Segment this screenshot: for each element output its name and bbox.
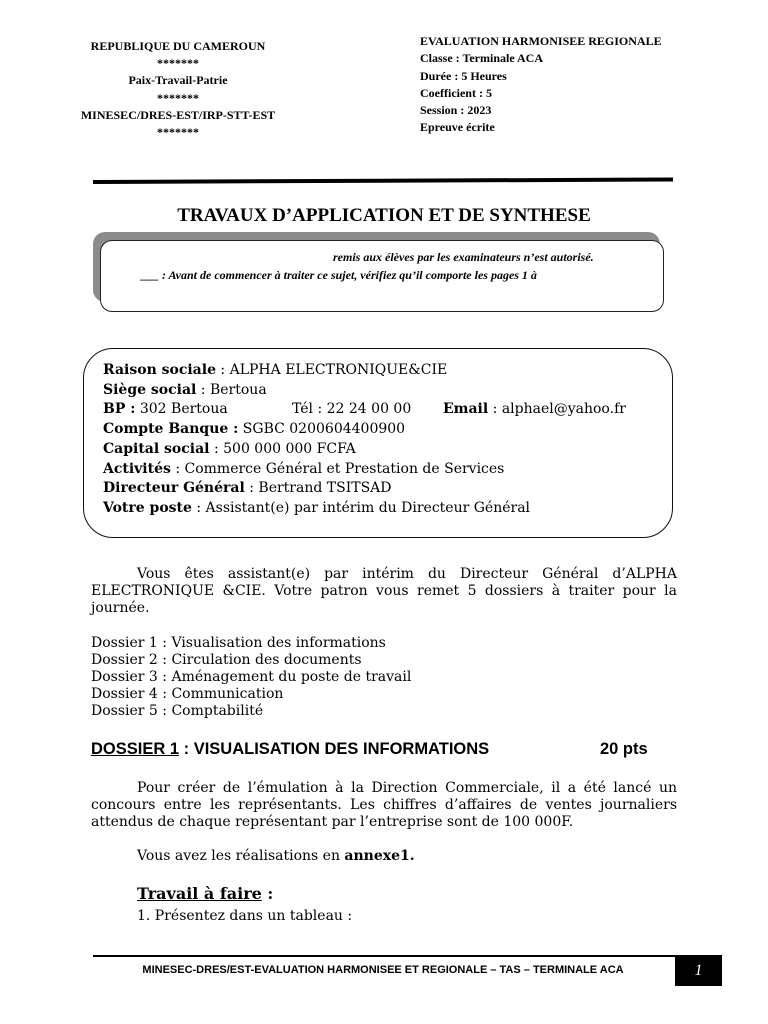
list-item: Dossier 5 : Comptabilité xyxy=(91,703,264,719)
field-value: SGBC 0200604400900 xyxy=(238,421,406,438)
exam-duration: Durée : 5 Heures xyxy=(420,68,507,83)
field-label: Compte Banque : xyxy=(103,421,239,438)
list-item: Dossier 3 : Aménagement du poste de travail xyxy=(91,669,412,685)
company-tel: Tél : 22 24 00 00 xyxy=(292,401,412,418)
country-name: REPUBLIQUE DU CAMEROUN xyxy=(90,39,266,53)
list-item: Dossier 2 : Circulation des documents xyxy=(91,652,362,668)
task-heading-suffix: : xyxy=(261,884,274,903)
field-value: : alphael@yahoo.fr xyxy=(488,401,626,418)
intro-paragraph: Vous êtes assistant(e) par intérim du Directeur Général d’ALPHA ELECTRONIQUE &CIE. Votre patron vous remet 5 dossiers à traiter pour la journée. xyxy=(91,566,677,616)
company-bank xyxy=(103,420,530,440)
list-item: Dossier 1 : Visualisation des informations xyxy=(91,635,386,651)
field-value: : Assistant(e) par intérim du Directeur Général xyxy=(191,499,531,516)
company-director xyxy=(103,479,530,499)
ministry-code: MINESEC/DRES-EST/IRP-STT-EST xyxy=(80,107,276,122)
annex-reference: annexe1. xyxy=(344,848,415,864)
task-heading xyxy=(137,884,273,903)
company-raison-sociale xyxy=(103,361,530,381)
exam-coefficient: Coefficient : 5 xyxy=(420,85,492,100)
header-right-block xyxy=(420,33,662,137)
section-heading xyxy=(91,740,489,759)
company-capital xyxy=(103,440,530,460)
field-label: Directeur Général xyxy=(103,480,245,497)
company-position xyxy=(103,499,530,519)
footer-divider xyxy=(93,955,721,957)
section-label: DOSSIER 1 xyxy=(91,740,180,758)
footer-text: MINESEC-DRES/EST-EVALUATION HARMONISEE ET REGIONALE – TAS – TERMINALE ACA xyxy=(142,964,624,976)
company-siege xyxy=(103,381,530,401)
field-value: : 500 000 000 FCFA xyxy=(209,440,356,457)
company-info-box xyxy=(83,348,673,538)
field-value: : Bertrand TSITSAD xyxy=(244,480,392,497)
annex-text: Vous avez les réalisations en xyxy=(137,848,345,864)
field-value: : Bertoua xyxy=(196,381,267,398)
field-label: Email xyxy=(443,401,489,418)
annex-paragraph xyxy=(91,848,677,865)
section-title: : VISUALISATION DES INFORMATIONS xyxy=(179,740,490,758)
dossier-list xyxy=(91,635,677,720)
field-label: Activités xyxy=(103,460,171,477)
page-title: TRAVAUX D’APPLICATION ET DE SYNTHESE xyxy=(177,205,591,226)
page-number: 1 xyxy=(675,955,722,986)
field-value: : Commerce Général et Prestation de Services xyxy=(170,460,505,477)
separator: ******* xyxy=(157,90,199,105)
field-label: Capital social xyxy=(103,440,210,457)
header-divider xyxy=(93,177,673,184)
task-item: 1. Présentez dans un tableau : xyxy=(137,908,353,924)
exam-session: Session : 2023 xyxy=(420,103,492,118)
field-label: Votre poste xyxy=(103,499,192,516)
separator: ******* xyxy=(157,125,199,140)
exam-class: Classe : Terminale ACA xyxy=(420,51,543,66)
list-item: Dossier 4 : Communication xyxy=(91,686,284,702)
notice-box xyxy=(100,240,664,312)
exam-type: Epreuve écrite xyxy=(420,120,495,135)
country-motto: Paix-Travail-Patrie xyxy=(128,73,228,88)
notice-line-2: ___ : Avant de commencer à traiter ce sujet, vérifiez qu’il comporte les pages 1 à xyxy=(141,268,537,282)
notice-line-1: remis aux élèves par les examinateurs n’est autorisé. xyxy=(333,250,594,264)
field-value: 302 Bertoua xyxy=(135,401,228,418)
header-left-block xyxy=(58,38,298,141)
section-points: 20 pts xyxy=(600,740,648,758)
field-label: BP : xyxy=(103,401,136,418)
field-label: Raison sociale xyxy=(103,362,216,378)
company-activities xyxy=(103,460,530,480)
task-heading-label: Travail à faire xyxy=(137,884,262,903)
company-email xyxy=(443,400,626,420)
field-value: : ALPHA ELECTRONIQUE&CIE xyxy=(215,362,448,378)
separator: ******* xyxy=(157,56,199,71)
context-paragraph: Pour créer de l’émulation à la Direction Commerciale, il a été lancé un concours entre les représentants. Les chiffres d’affaires de ventes journaliers attendus de chaque représentant par l’entreprise sont de 100 000F. xyxy=(91,780,677,830)
exam-name: EVALUATION HARMONISEE REGIONALE xyxy=(420,34,662,48)
company-contact xyxy=(103,400,626,420)
field-label: Siège social xyxy=(103,381,197,398)
